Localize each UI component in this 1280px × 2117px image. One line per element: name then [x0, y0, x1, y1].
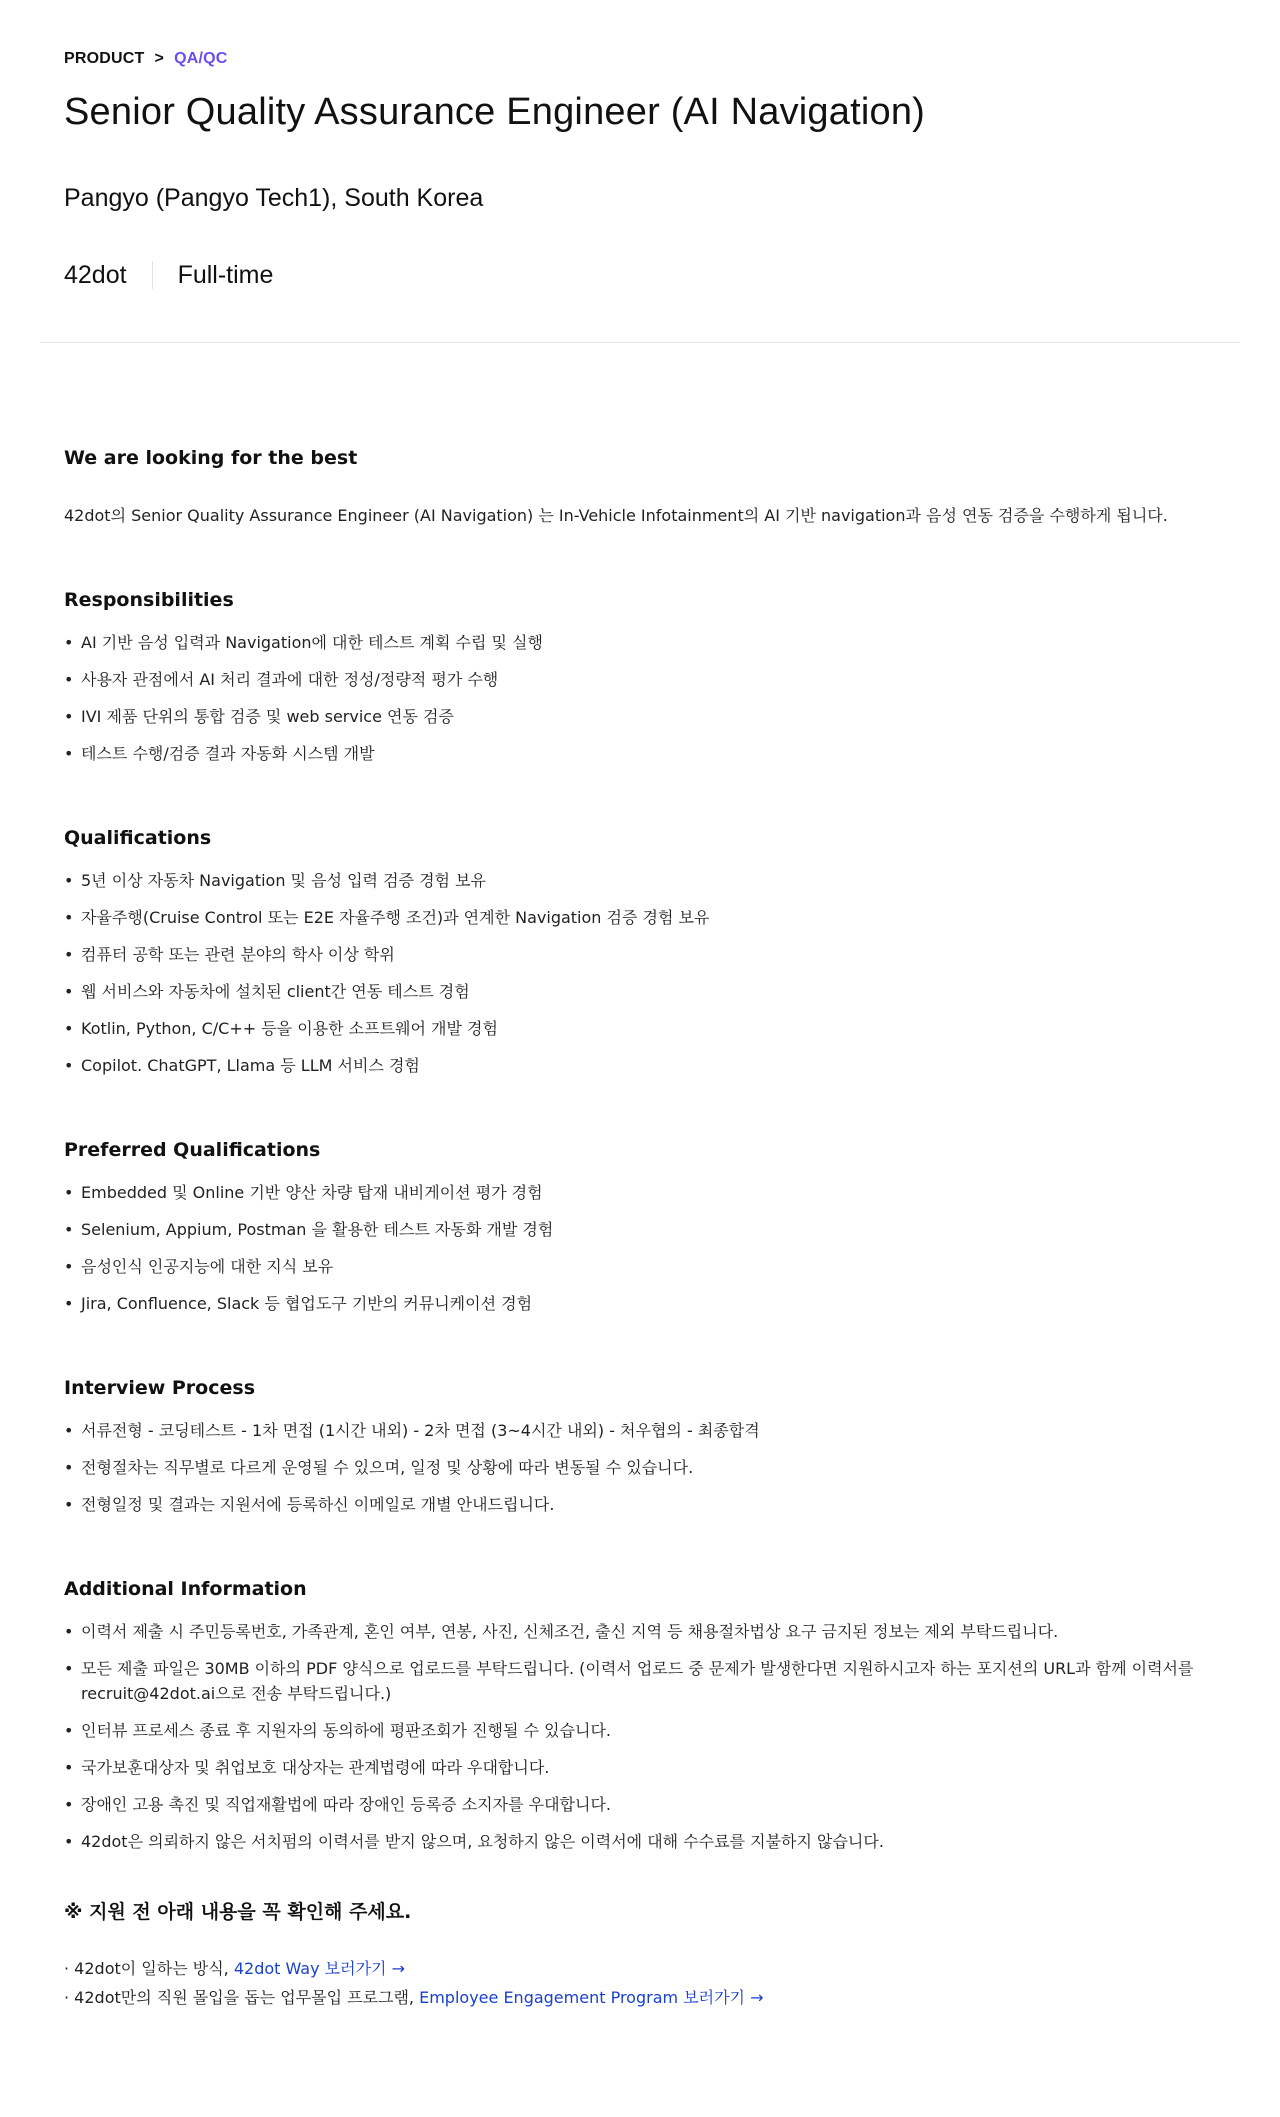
job-description: [64, 444, 1214, 2012]
list-item: • 42dot은 의뢰하지 않은 서치펌의 이력서를 받지 않으며, 요청하지 않은 이력서에 대해 수수료를 지불하지 않습니다.: [64, 1829, 1214, 1854]
engagement-program-link[interactable]: Employee Engagement Program 보러가기 →: [419, 1988, 764, 2007]
bullet-list: [64, 1418, 1214, 1517]
notice-link-prefix: · 42dot만의 직원 몰입을 돕는 업무몰입 프로그램,: [64, 1988, 420, 2007]
list-item: • 서류전형 - 코딩테스트 - 1차 면접 (1시간 내외) - 2차 면접 (3~4시간 내외) - 처우협의 - 최종합격: [64, 1418, 1214, 1443]
list-item: • 국가보훈대상자 및 취업보호 대상자는 관계법령에 따라 우대합니다.: [64, 1755, 1214, 1780]
section-additional-information: [64, 1575, 1214, 1854]
notice-links: [64, 1954, 1214, 2012]
list-item: • Kotlin, Python, C/C++ 등을 이용한 소프트웨어 개발 경험: [64, 1016, 1214, 1041]
section-heading: Responsibilities: [64, 589, 234, 611]
42dot-way-link[interactable]: 42dot Way 보러가기 →: [233, 1959, 405, 1978]
breadcrumb: [64, 48, 1216, 70]
page-title: Senior Quality Assurance Engineer (AI Navigation): [64, 91, 926, 133]
intro-text: 42dot의 Senior Quality Assurance Engineer (AI Navigation) 는 In-Vehicle Infotainment의 AI 기반 navigation과 음성 연동 검증을 수행하게 됩니다.: [64, 506, 1168, 525]
job-meta: [64, 258, 1216, 292]
job-header: [0, 0, 1280, 292]
list-item: • 5년 이상 자동차 Navigation 및 음성 입력 검증 경험 보유: [64, 868, 1214, 893]
intro-heading: We are looking for the best: [64, 447, 358, 469]
section-interview-process: [64, 1374, 1214, 1517]
breadcrumb-qa-qc[interactable]: QA/QC: [174, 50, 228, 67]
list-item: • 웹 서비스와 자동차에 설치된 client간 연동 테스트 경험: [64, 979, 1214, 1004]
list-item: • AI 기반 음성 입력과 Navigation에 대한 테스트 계획 수립 및 실행: [64, 630, 1214, 655]
section-heading: Preferred Qualifications: [64, 1139, 321, 1161]
list-item: • 테스트 수행/검증 결과 자동화 시스템 개발: [64, 741, 1214, 766]
list-item: • Embedded 및 Online 기반 양산 차량 탑재 내비게이션 평가 경험: [64, 1180, 1214, 1205]
notice-link-prefix: · 42dot이 일하는 방식,: [64, 1959, 234, 1978]
list-item: • 인터뷰 프로세스 종료 후 지원자의 동의하에 평판조회가 진행될 수 있습니다.: [64, 1718, 1214, 1743]
section-heading: Qualifications: [64, 827, 212, 849]
job-location: Pangyo (Pangyo Tech1), South Korea: [64, 184, 484, 212]
list-item: • Jira, Confluence, Slack 등 협업도구 기반의 커뮤니케이션 경험: [64, 1291, 1214, 1316]
list-item: • Selenium, Appium, Postman 을 활용한 테스트 자동화 개발 경험: [64, 1217, 1214, 1242]
section-heading: Interview Process: [64, 1377, 256, 1399]
list-item: • 이력서 제출 시 주민등록번호, 가족관계, 혼인 여부, 연봉, 사진, 신체조건, 출신 지역 등 채용절차법상 요구 금지된 정보는 제외 부탁드립니다.: [64, 1619, 1214, 1644]
section-qualifications: [64, 824, 1214, 1078]
list-item: • 장애인 고용 촉진 및 직업재활법에 따라 장애인 등록증 소지자를 우대합니다.: [64, 1792, 1214, 1817]
list-item: • 사용자 관점에서 AI 처리 결과에 대한 정성/정량적 평가 수행: [64, 667, 1214, 692]
meta-divider: [152, 261, 153, 289]
list-item: • 컴퓨터 공학 또는 관련 분야의 학사 이상 학위: [64, 942, 1214, 967]
notice-link-line-engagement: [64, 1983, 1214, 2012]
bullet-list: [64, 868, 1214, 1078]
list-item: • 음성인식 인공지능에 대한 지식 보유: [64, 1254, 1214, 1279]
notice-link-line-way: [64, 1954, 1214, 1983]
notice-title: ※ 지원 전 아래 내용을 꼭 확인해 주세요.: [64, 1901, 412, 1923]
section-heading: Additional Information: [64, 1578, 307, 1600]
breadcrumb-product[interactable]: PRODUCT: [64, 50, 145, 67]
list-item: • 전형절차는 직무별로 다르게 운영될 수 있으며, 일정 및 상황에 따라 변동될 수 있습니다.: [64, 1455, 1214, 1480]
employment-type: Full-time: [177, 260, 274, 289]
bullet-list: [64, 630, 1214, 766]
bullet-list: [64, 1619, 1214, 1854]
breadcrumb-separator: >: [154, 50, 165, 67]
description-sections: [64, 586, 1214, 1854]
list-item: • 모든 제출 파일은 30MB 이하의 PDF 양식으로 업로드를 부탁드립니다. (이력서 업로드 중 문제가 발생한다면 지원하시고자 하는 포지션의 URL과 함께 이력서를 recruit@42dot.ai으로 전송 부탁드립니다.): [64, 1656, 1214, 1706]
list-item: • IVI 제품 단위의 통합 검증 및 web service 연동 검증: [64, 704, 1214, 729]
bullet-list: [64, 1180, 1214, 1316]
section-responsibilities: [64, 586, 1214, 766]
list-item: • 자율주행(Cruise Control 또는 E2E 자율주행 조건)과 연계한 Navigation 검증 경험 보유: [64, 905, 1214, 930]
header-divider: [40, 342, 1240, 343]
list-item: • 전형일정 및 결과는 지원서에 등록하신 이메일로 개별 안내드립니다.: [64, 1492, 1214, 1517]
company-name: 42dot: [64, 260, 127, 289]
section-preferred-qualifications: [64, 1136, 1214, 1316]
list-item: • Copilot. ChatGPT, Llama 등 LLM 서비스 경험: [64, 1053, 1214, 1078]
